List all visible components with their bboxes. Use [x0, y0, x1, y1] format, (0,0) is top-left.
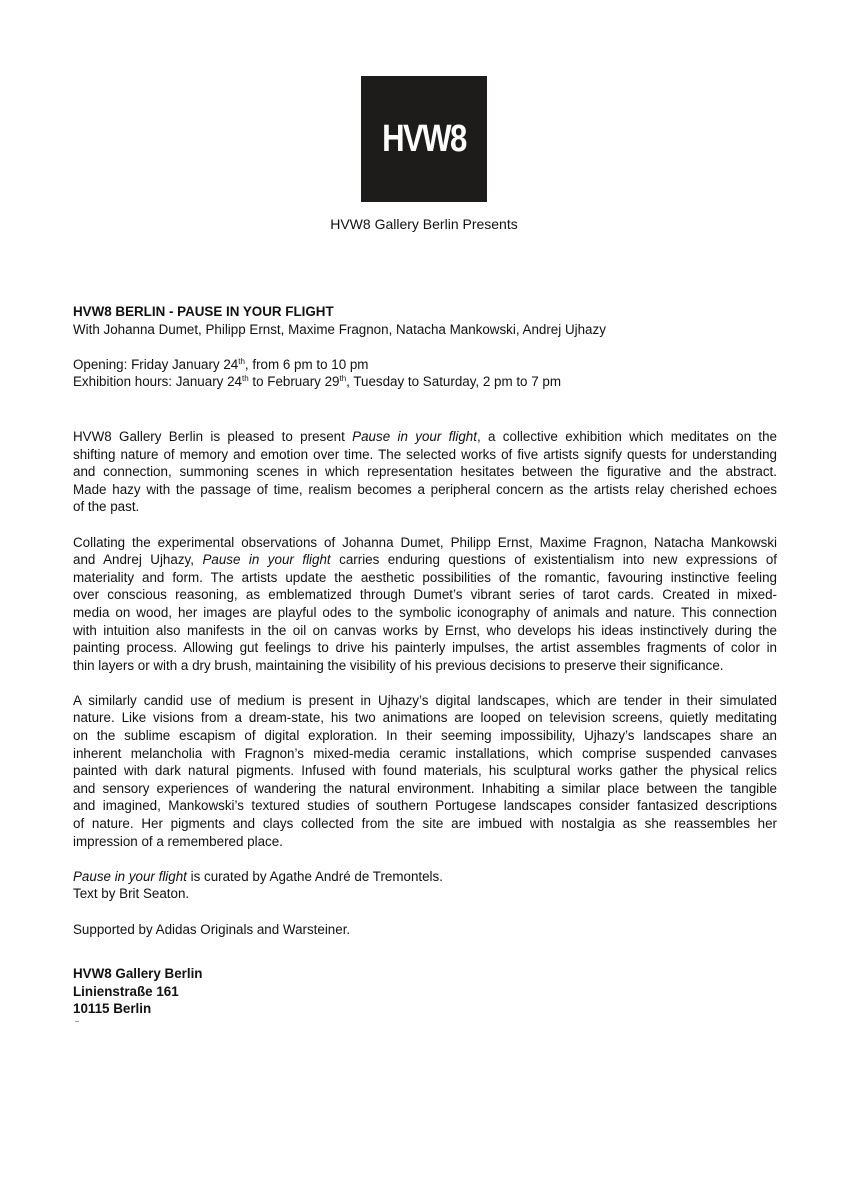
curator-line: Pause in your flight is curated by Agathe André de Tremontels.: [73, 868, 443, 884]
exhibition-hours-line: Exhibition hours: January 24th to February 29th, Tuesday to Saturday, 2 pm to 7 pm: [73, 374, 561, 390]
paragraph-intro: HVW8 Gallery Berlin is pleased to present Pause in your flight, a collective exhibition which meditates on the shifting nature of memory and emotion over time. The selected works of five artists signify quests for understanding and connection, summoning scenes in which representation hesitates between the figurative and the abstract. Made hazy with the passage of time, realism becomes a peripheral concern as the artists relay cherished echoes of the past.: [73, 428, 777, 515]
presents-heading: HVW8 Gallery Berlin Presents: [330, 216, 518, 232]
address-city: 10115 Berlin: [73, 1001, 152, 1017]
paragraph-artists: Collating the experimental observations of Johanna Dumet, Philipp Ernst, Maxime Fragnon, Natacha Mankowski and Andrej Ujhazy, Pause in your flight carries enduring questions of existentialism into new expressions of materiality and form. The artists update the aesthetic possibilities of the romantic, favouring instinctive feeling over conscious reasoning, as emblematized through Dumet’s vibrant series of tarot cards. Created in mixed- media on wood, her images are playful odes to the symbolic iconography of animals and nature. This connection with intuition also manifests in the oil on canvas works by Ernst, who develops his ideas instinctively during the painting process. Allowing gut feelings to drive his painterly impulses, the artist assembles fragments of color in thin layers or with a dry brush, maintaining the visibility of his previous decisions to preserve their significance.: [73, 534, 777, 673]
decorative-mark: [75, 1021, 79, 1022]
exhibition-title: HVW8 BERLIN - PAUSE IN YOUR FLIGHT: [73, 304, 334, 319]
paragraph-medium: A similarly candid use of medium is present in Ujhazy’s digital landscapes, which are tender in their simulated nature. Like visions from a dream-state, his two animations are looped on television screens, quietly meditating on the sublime escapism of digital exploration. In their seeming impossibility, Ujhazy’s landscapes share an inherent melancholia with Fragnon’s mixed-media ceramic installations, which comprise suspended canvases painted with dark natural pigments. Infused with found materials, his sculptural works gather the physical relics and sensory experiences of wandering the natural environment. Inhabiting a similar place between the tangible and imagined, Mankowski’s textured studies of southern Portugese landscapes consider fantasized descriptions of nature. Her pigments and clays collected from the site are imbued with nostalgia as she reassembles her impression of a remembered place.: [73, 692, 777, 849]
press-release-body: [73, 303, 777, 1018]
artists-line: With Johanna Dumet, Philipp Ernst, Maxime Fragnon, Natacha Mankowski, Andrej Ujhazy: [73, 321, 606, 337]
text-by-line: Text by Brit Seaton.: [73, 886, 190, 902]
supported-line: Supported by Adidas Originals and Warsteiner.: [73, 921, 351, 937]
address-street: Linienstraße 161: [73, 983, 179, 999]
opening-line: Opening: Friday January 24th, from 6 pm to 10 pm: [73, 356, 369, 372]
logo-text: HVW8: [382, 117, 466, 160]
gallery-logo: [361, 76, 487, 202]
address-name: HVW8 Gallery Berlin: [73, 966, 203, 982]
